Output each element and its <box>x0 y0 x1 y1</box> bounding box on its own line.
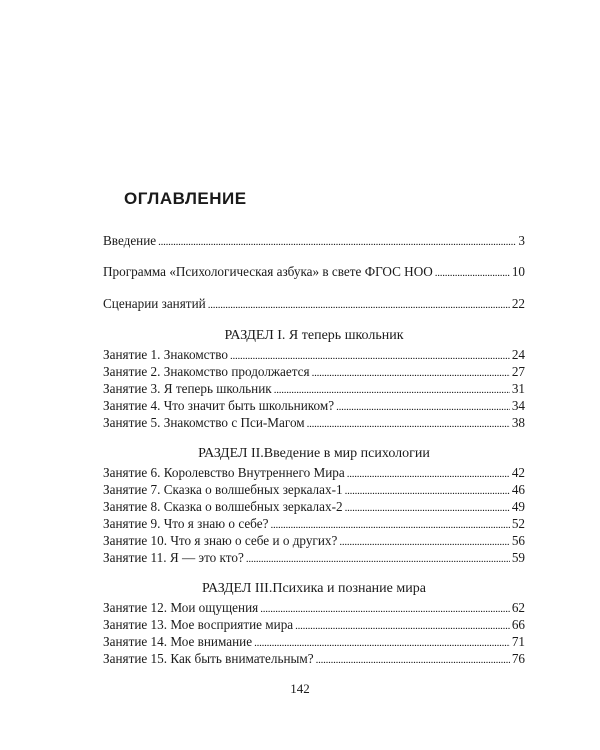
toc-heading: ОГЛАВЛЕНИЕ <box>124 189 247 208</box>
toc-entry-page: 31 <box>511 381 525 396</box>
toc-entry-page: 66 <box>511 617 525 632</box>
dot-leader <box>312 364 510 381</box>
toc-entry-label: Занятие 13. Мое восприятие мира <box>103 617 294 632</box>
toc-entry-label: Занятие 3. Я теперь школьник <box>103 381 272 396</box>
toc-entry-page: 22 <box>511 296 525 311</box>
toc-entry-label: Занятие 11. Я — это кто? <box>103 550 244 565</box>
toc-entry <box>103 398 525 415</box>
toc-entry-page: 42 <box>511 465 525 480</box>
toc-entry-page: 56 <box>511 533 525 548</box>
toc-entry-introduction <box>103 233 525 250</box>
dot-leader <box>347 465 510 482</box>
toc-entry <box>103 617 525 634</box>
section-title: РАЗДЕЛ I. Я теперь школьник <box>224 328 404 343</box>
toc-entry-label: Сценарии занятий <box>103 296 206 311</box>
toc-entry-label: Занятие 7. Сказка о волшебных зеркалах-1 <box>103 482 343 497</box>
toc-entry-label: Занятие 12. Мои ощущения <box>103 600 259 615</box>
toc-entry <box>103 364 525 381</box>
dot-leader <box>260 600 510 617</box>
dot-leader <box>339 533 509 550</box>
section-title: РАЗДЕЛ III.Психика и познание мира <box>202 581 426 596</box>
toc-entry <box>103 465 525 482</box>
dot-leader <box>158 233 516 250</box>
dot-leader <box>345 499 510 516</box>
toc-entry-label: Занятие 4. Что значит быть школьником? <box>103 398 335 413</box>
toc-entry-label: Введение <box>103 233 157 248</box>
dot-leader <box>246 550 510 567</box>
toc-entry <box>103 600 525 617</box>
dot-leader <box>208 296 510 313</box>
toc-entry-label: Занятие 10. Что я знаю о себе и о других? <box>103 533 338 548</box>
dot-leader <box>274 381 510 398</box>
toc-entry <box>103 550 525 567</box>
toc-entry-page: 71 <box>511 634 525 649</box>
toc-entry-page: 76 <box>511 651 525 666</box>
toc-entry <box>103 347 525 364</box>
toc-entry-scenarios <box>103 296 525 313</box>
toc-entry-label: Занятие 6. Королевство Внутреннего Мира <box>103 465 345 480</box>
dot-leader <box>316 651 510 668</box>
toc-entry-label: Занятие 2. Знакомство продолжается <box>103 364 310 379</box>
toc-entry-page: 59 <box>511 550 525 565</box>
toc-entry-page: 52 <box>511 516 525 531</box>
toc-entry-label: Занятие 8. Сказка о волшебных зеркалах-2 <box>103 499 343 514</box>
toc-entry <box>103 415 525 432</box>
toc-entry-page: 38 <box>511 415 525 430</box>
toc-entry-page: 62 <box>511 600 525 615</box>
dot-leader <box>307 415 510 432</box>
toc-entry-label: Программа «Психологическая азбука» в свете ФГОС НОО <box>103 264 433 279</box>
toc-entry <box>103 533 525 550</box>
section-title: РАЗДЕЛ II.Введение в мир психологии <box>198 446 430 461</box>
dot-leader <box>345 482 510 499</box>
toc-entry-label: Занятие 15. Как быть внимательным? <box>103 651 314 666</box>
toc-entry-page: 49 <box>511 499 525 514</box>
toc-entry-label: Занятие 5. Знакомство с Пси-Магом <box>103 415 305 430</box>
dot-leader <box>295 617 510 634</box>
page-number: 142 <box>290 681 310 696</box>
toc-entry-page: 10 <box>511 264 525 279</box>
toc-entry-page: 46 <box>511 482 525 497</box>
toc-entry-page: 34 <box>511 398 525 413</box>
toc-entry-label: Занятие 14. Мое внимание <box>103 634 253 649</box>
toc-entry-label: Занятие 9. Что я знаю о себе? <box>103 516 269 531</box>
toc-entry <box>103 482 525 499</box>
toc-entry <box>103 651 525 668</box>
dot-leader <box>435 264 510 281</box>
toc-entry-label: Занятие 1. Знакомство <box>103 347 229 362</box>
toc-entry <box>103 516 525 533</box>
dot-leader <box>270 516 509 533</box>
toc-entry-page: 27 <box>511 364 525 379</box>
toc-entry <box>103 499 525 516</box>
dot-leader <box>230 347 510 364</box>
toc-entry-page: 3 <box>518 233 525 248</box>
toc-entry-program <box>103 264 525 281</box>
toc-entry-page: 24 <box>511 347 525 362</box>
dot-leader <box>254 634 510 651</box>
toc-entry <box>103 634 525 651</box>
toc-entry <box>103 381 525 398</box>
dot-leader <box>336 398 510 415</box>
